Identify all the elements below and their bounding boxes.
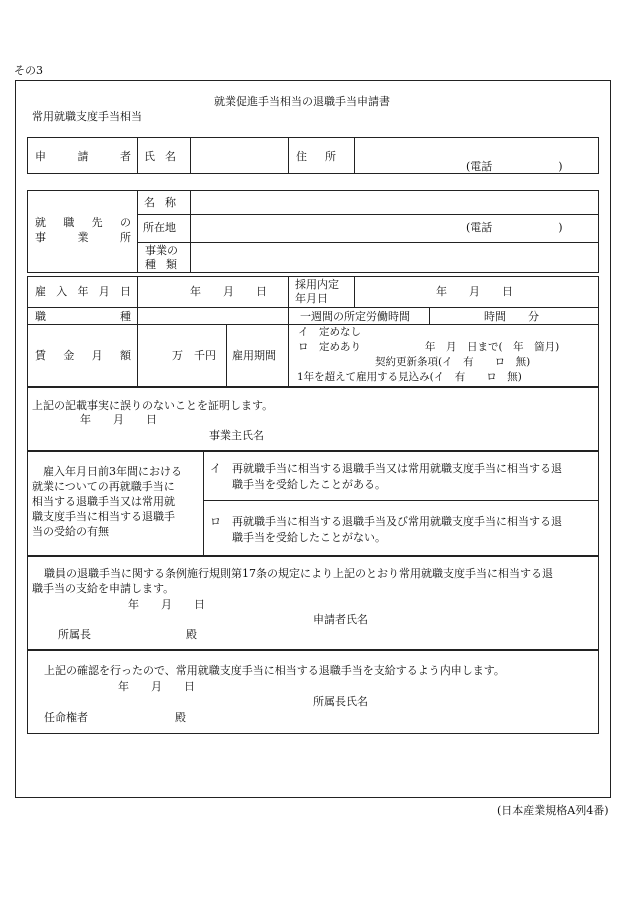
certification-signer: 事業主氏名 (209, 429, 264, 442)
recommendation-text: 上記の確認を行ったので、常用就職支度手当に相当する退職手当を支給するよう内申します。 (44, 664, 505, 677)
applicant-sign-label: 申請者氏名 (313, 613, 368, 626)
applicant-phone: (電話 ) (466, 160, 563, 173)
weekly-hours-label: 一週間の所定労働時間 (300, 310, 410, 323)
history-option-i[interactable]: イ 再就職手当に相当する退職手当又は常用就職支度手当に相当する退 職手当を受給したことがある。 (210, 462, 562, 491)
applicant-signature-field[interactable] (372, 609, 572, 627)
certification-date[interactable]: 年 月 日 (80, 413, 157, 426)
business-type-label-1: 事業の (145, 244, 178, 257)
weekly-hours-value[interactable]: 時間 分 (484, 310, 539, 323)
period-label: 雇用期間 (232, 349, 276, 362)
employer-location-label: 所在地 (143, 221, 176, 234)
head-signature-field[interactable] (372, 691, 572, 709)
application-date[interactable]: 年 月 日 (128, 598, 205, 611)
recommendation-date[interactable]: 年 月 日 (118, 680, 195, 693)
offer-date-value[interactable]: 年 月 日 (436, 285, 513, 298)
business-type-label-2: 種類 (145, 258, 187, 271)
job-type-field[interactable] (138, 308, 287, 323)
job-type-label: 職 種 (35, 310, 131, 323)
history-option-ro[interactable]: ロ 再就職手当に相当する退職手当及び常用就職支度手当に相当する退 職手当を受給したことがない。 (210, 515, 562, 544)
start-date-label: 雇 入 年 月 日 (35, 285, 131, 298)
recommendation-signer: 所属長氏名 (313, 695, 368, 708)
footer-note: (日本産業規格A列4番) (497, 804, 609, 817)
applicant-address-label: 住所 (296, 150, 354, 163)
wage-value[interactable]: 万 千円 (172, 349, 216, 362)
application-honorific: 殿 (186, 628, 197, 641)
period-option-fixed[interactable]: ロ 定めあり (298, 341, 361, 353)
application-addressee: 所属長 (58, 628, 91, 641)
form-title: 就業促進手当相当の退職手当申請書 (214, 95, 390, 108)
wage-label: 賃 金 月 額 (35, 349, 131, 362)
applicant-label: 申 請 者 (35, 150, 131, 163)
offer-date-label-1: 採用内定 (295, 278, 339, 291)
applicant-name-label: 氏名 (144, 150, 186, 163)
recommendation-addressee: 任命権者 (44, 711, 88, 724)
offer-date-label-2: 年月日 (295, 292, 328, 305)
employer-label-2: 事 業 所 (35, 231, 131, 244)
history-question: 雇入年月日前3年間における 就業についての再就職手当に 相当する退職手当又は常用就 職支度手当に相当する退職手 当の受給の有無 (32, 465, 182, 538)
employer-phone: (電話 ) (466, 221, 563, 234)
recommendation-honorific: 殿 (175, 711, 186, 724)
applicant-name-field[interactable] (191, 138, 287, 173)
employer-label-1: 就 職 先 の (35, 216, 131, 229)
employer-name-field[interactable] (191, 191, 598, 213)
business-type-field[interactable] (191, 243, 598, 272)
start-date-value[interactable]: 年 月 日 (190, 285, 267, 298)
application-line-1: 職員の退職手当に関する条例施行規則第17条の規定により上記のとおり常用就職支度手当に相当する退 (44, 567, 553, 580)
application-line-2: 職手当の支給を申請します。 (32, 582, 175, 595)
employer-name-label: 名称 (144, 196, 186, 209)
period-until: 年 月 日まで( 年 箇月) (425, 341, 560, 353)
employer-signature-field[interactable] (270, 425, 570, 443)
renewal-clause: 契約更新条項(イ 有 ロ 無) (375, 356, 531, 368)
form-subtitle: 常用就職支度手当相当 (32, 110, 142, 123)
over-one-year: 1年を超えて雇用する見込み(イ 有 ロ 無) (297, 371, 522, 383)
page-label: その3 (14, 64, 43, 77)
certification-text: 上記の記載事実に誤りのないことを証明します。 (32, 399, 274, 412)
period-option-none[interactable]: イ 定めなし (298, 326, 361, 338)
